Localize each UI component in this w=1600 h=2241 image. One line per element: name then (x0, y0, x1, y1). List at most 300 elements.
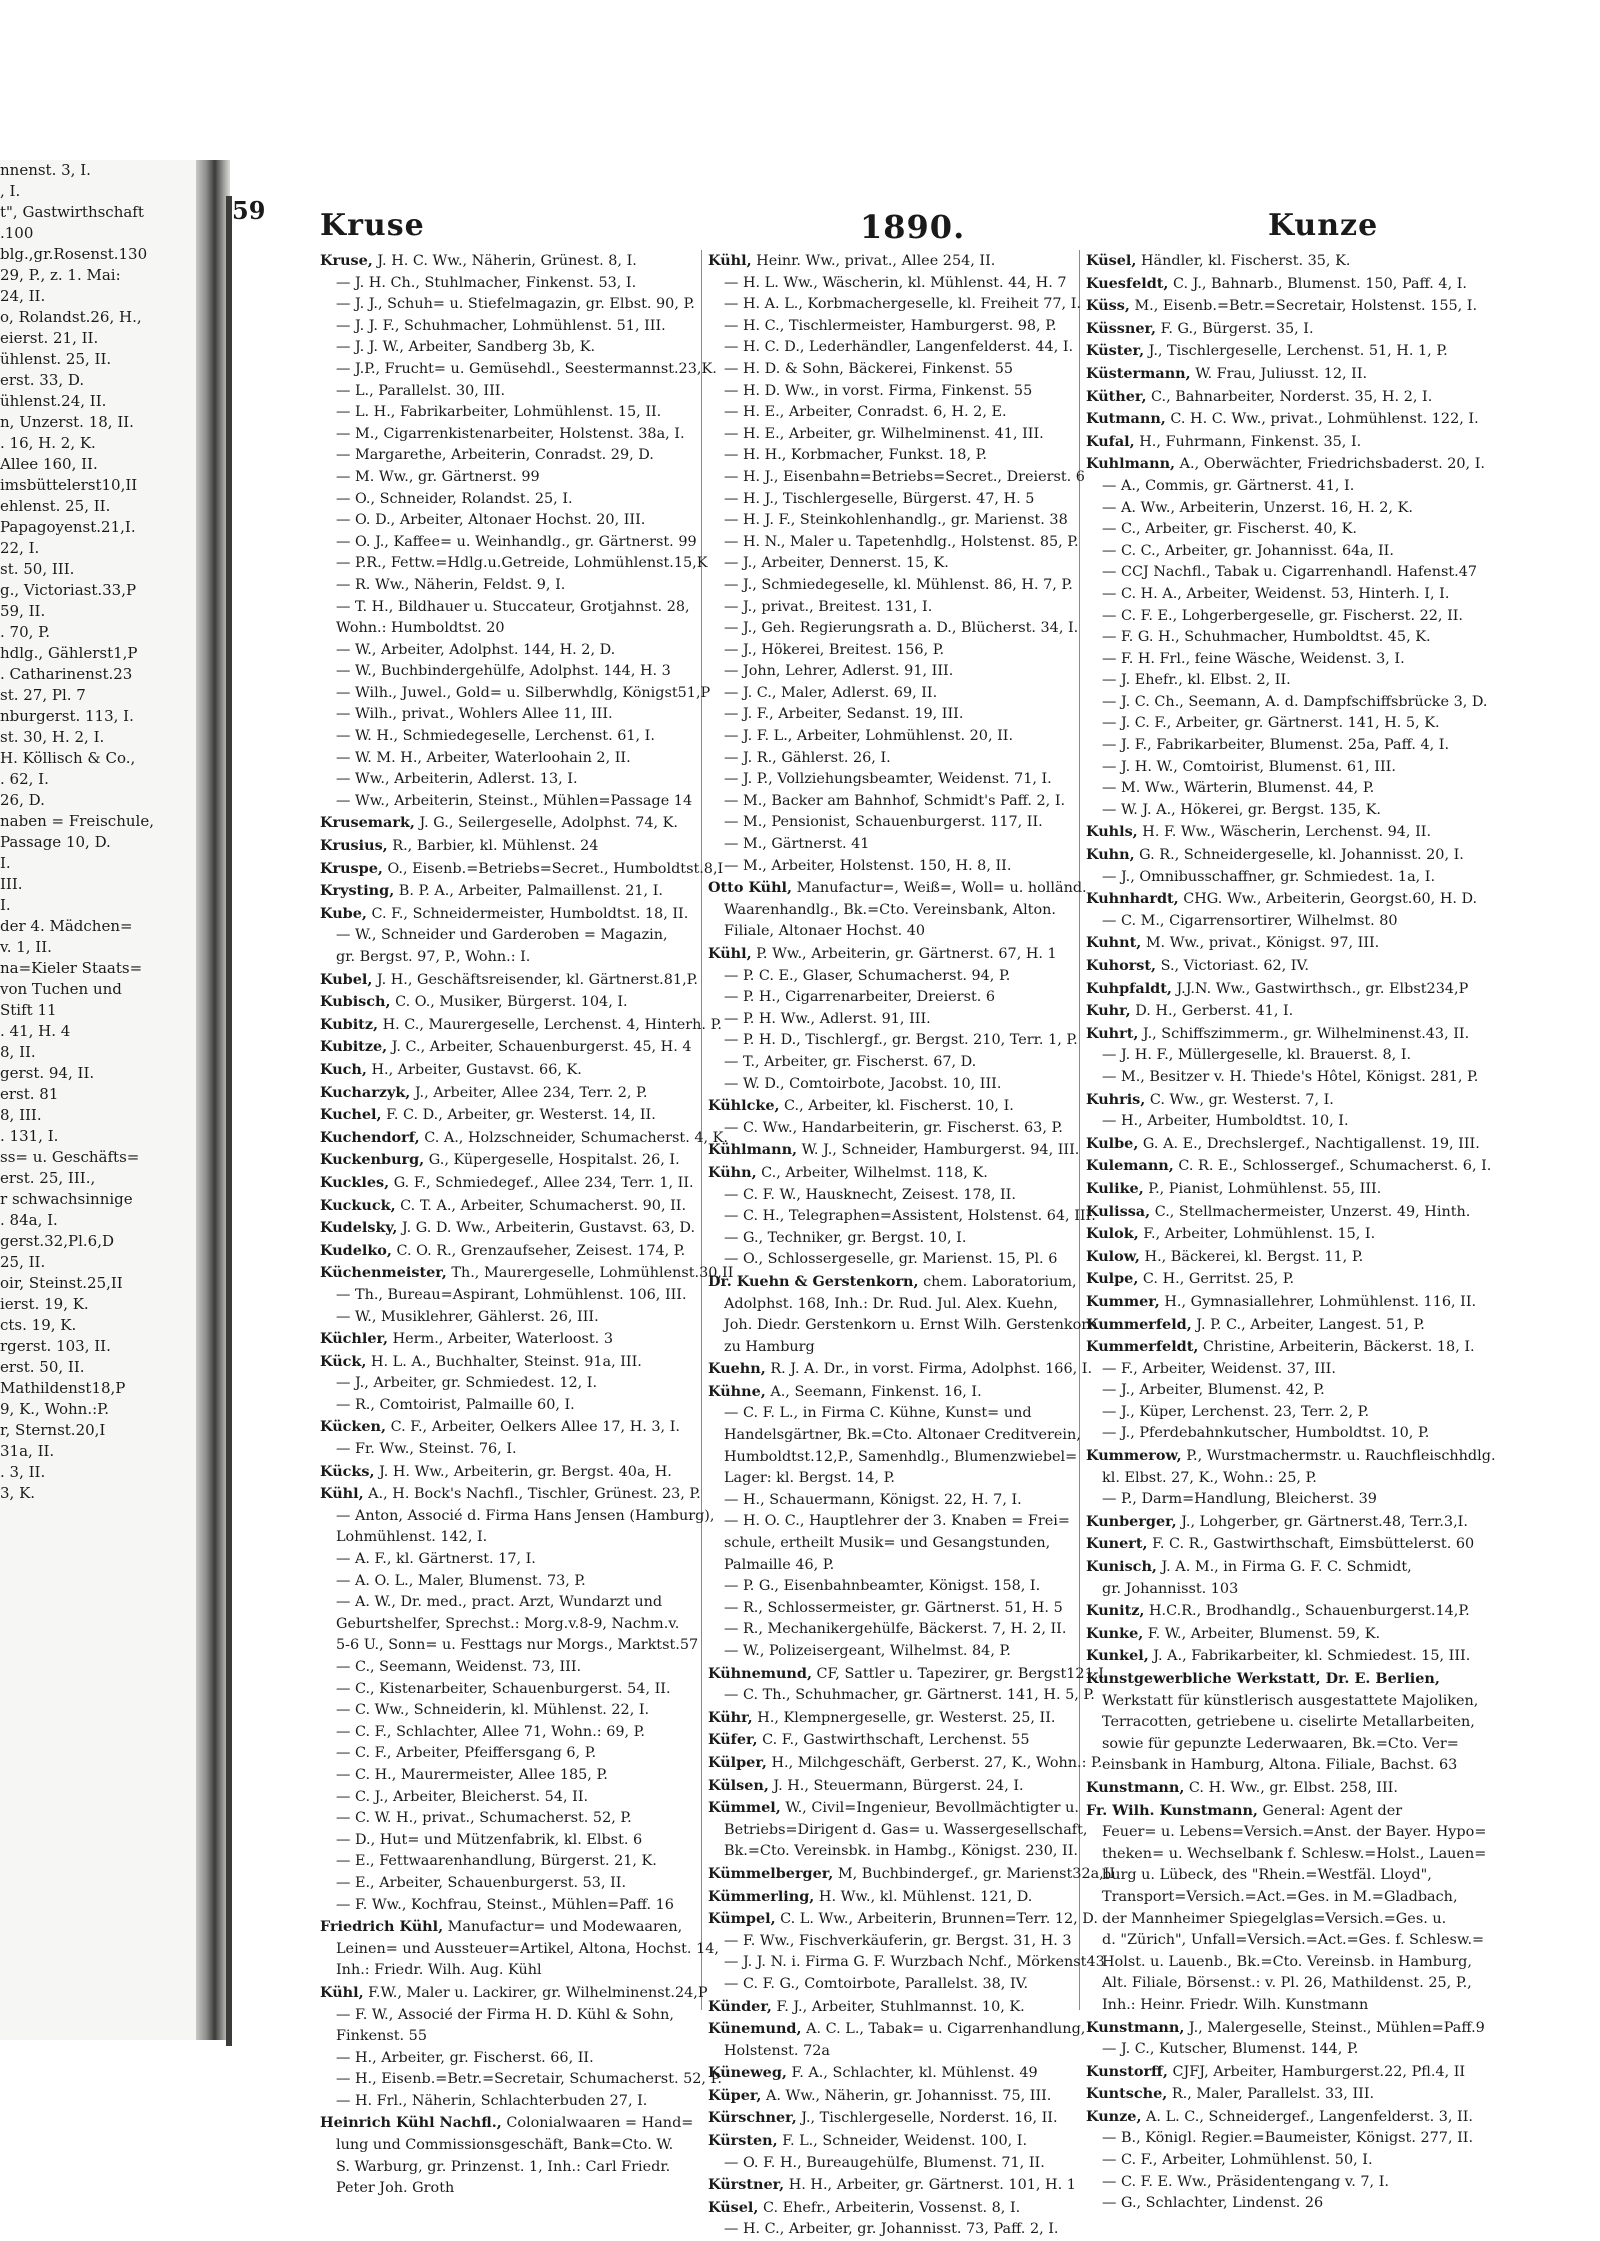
directory-entry (320, 726, 760, 748)
entry-details: Finkenst. 55 (336, 2028, 427, 2045)
directory-entry (708, 1641, 1138, 1663)
entry-details: — C. F. E., Lohgerbergeselle, gr. Fischerst. 22, II. (1102, 607, 1464, 624)
directory-entry (708, 294, 1138, 316)
directory-entry (320, 640, 760, 662)
entry-details: — H. E., Arbeiter, Conradst. 6, H. 2, E. (724, 404, 1007, 421)
directory-entry (1086, 1668, 1496, 1691)
directory-entry (1086, 1223, 1496, 1246)
directory-entry (320, 1395, 760, 1417)
entry-details: sowie für gepunzte Lederwaaren, Bk.=Cto. Ver= (1102, 1735, 1459, 1752)
entry-surname: Kubisch, (320, 993, 391, 1011)
left-page-line: st. 30, H. 2, I. (0, 728, 105, 746)
entry-surname: Kummerfeldt, (1086, 1338, 1199, 1356)
directory-entry (1086, 2017, 1496, 2040)
directory-entry (708, 1447, 1138, 1469)
entry-surname: Kruse, (320, 252, 373, 269)
entry-details: — F. H. Frl., feine Wäsche, Weidenst. 3, I. (1102, 650, 1405, 667)
entry-details: Feuer= u. Lebens=Versich.=Anst. der Bayer. Hypo= (1102, 1824, 1487, 1841)
directory-entry (1086, 1314, 1496, 1337)
left-page-line: ühlenst. 25, II. (0, 350, 112, 368)
entry-details: — W., Arbeiter, Adolphst. 144, H. 2, D. (336, 641, 616, 658)
entry-surname: Krusius, (320, 837, 388, 855)
entry-details: — A. F., kl. Gärtnerst. 17, I. (336, 1551, 536, 1568)
directory-entry (1086, 1556, 1496, 1579)
directory-entry (320, 337, 760, 359)
directory-entry (1086, 1844, 1496, 1866)
entry-details: F. G., Bürgerst. 35, I. (1156, 320, 1314, 337)
left-page-line: . Catharinenst.23 (0, 665, 133, 683)
entry-details: — H. A. L., Korbmachergeselle, kl. Freiheit 77, I. (724, 296, 1081, 313)
directory-entry (320, 1172, 760, 1195)
left-page-line: erst. 33, D. (0, 371, 85, 389)
entry-details: — J. J. F., Schuhmacher, Lohmühlenst. 51, III. (336, 317, 666, 334)
entry-details: J., Schiffszimmerm., gr. Wilhelminenst.43, II. (1138, 1025, 1470, 1042)
entry-details: — Anton, Associé d. Firma Hans Jensen (Hamburg), (336, 1507, 715, 1524)
directory-entry (708, 1908, 1138, 1931)
entry-details: — J. H. W., Comtoirist, Blumenst. 61, III. (1102, 758, 1396, 775)
directory-entry (1086, 1691, 1496, 1713)
directory-entry (320, 1483, 760, 1506)
directory-entry (320, 2112, 760, 2135)
directory-entry (708, 748, 1138, 770)
entry-details: — T. H., Bildhauer u. Stuccateur, Grotjahnst. 28, (336, 598, 690, 615)
entry-details: — P. G., Eisenbahnbeamter, Königst. 158, I. (724, 1578, 1041, 1595)
directory-entry (320, 1373, 760, 1395)
entry-details: — J. J. W., Arbeiter, Sandberg 3b, K. (336, 339, 596, 356)
entry-details: Alt. Filiale, Börsenst.: v. Pl. 26, Mathildenst. 25, P., (1102, 1975, 1472, 1992)
entry-surname: Kuhr, (1086, 1002, 1131, 1020)
entry-details: Christine, Arbeiterin, Bäckerst. 18, I. (1198, 1339, 1475, 1356)
entry-details: M, Buchbindergef., gr. Marienst32a,II (833, 1865, 1116, 1882)
directory-entry (1086, 670, 1496, 692)
entry-details: — R., Mechanikergehülfe, Bäckerst. 7, H. 2, II. (724, 1621, 1067, 1638)
entry-details: — A., Commis, gr. Gärtnerst. 41, I. (1102, 477, 1355, 494)
entry-surname: Kuhn, (1086, 846, 1135, 864)
directory-entry (320, 1149, 760, 1172)
entry-details: R., Maler, Parallelst. 33, III. (1167, 2086, 1375, 2103)
directory-entry (320, 2026, 760, 2048)
directory-entry (708, 445, 1138, 467)
left-page-line: hdlg., Gählerst1,P (0, 644, 138, 662)
directory-entry (1086, 408, 1496, 431)
entry-details: — J. F., Fabrikarbeiter, Blumenst. 25a, Paff. 4, I. (1102, 737, 1450, 754)
entry-details: — F. G. H., Schuhmacher, Humboldtst. 45, K. (1102, 629, 1431, 646)
directory-entry (320, 991, 760, 1014)
left-page-line: I. (0, 896, 11, 914)
entry-details: — Ww., Arbeiterin, Steinst., Mühlen=Passage 14 (336, 792, 693, 809)
directory-entry (320, 2048, 760, 2070)
entry-surname: Kuntsche, (1086, 2085, 1168, 2103)
entry-details: G. R., Schneidergeselle, kl. Johannisst. 20, I. (1134, 847, 1464, 864)
entry-details: Holst. u. Lauenb., Bk.=Cto. Vereinsb. in Hamburg, (1102, 1953, 1472, 1970)
entry-details: — J., Hökerei, Breitest. 156, P. (724, 641, 945, 658)
directory-entry (708, 1752, 1138, 1775)
left-page-line: 9, K., Wohn.:P. (0, 1400, 109, 1418)
entry-details: P. Ww., Arbeiterin, gr. Gärtnerst. 67, H. 1 (751, 946, 1057, 962)
entry-surname: Kube, (320, 904, 367, 922)
directory-entry (708, 1576, 1138, 1598)
directory-entry (1086, 1023, 1496, 1046)
directory-entry (320, 1679, 760, 1701)
entry-details: S. Warburg, gr. Prinzenst. 1, Inh.: Carl Friedr. (336, 2158, 671, 2175)
left-page-line: t", Gastwirthschaft (0, 203, 144, 221)
left-page-line: 8, III. (0, 1106, 42, 1124)
directory-entry (1086, 453, 1496, 476)
entry-details: — C. Th., Schuhmacher, gr. Gärtnerst. 141, H. 5, P. (724, 1687, 1095, 1704)
directory-entry (320, 1527, 760, 1549)
directory-entry (708, 1775, 1138, 1798)
directory-entry (320, 1506, 760, 1528)
entry-details: A. C. L., Tabak= u. Cigarrenhandlung, (801, 2021, 1086, 2038)
entry-surname: Kümmerling, (708, 1887, 815, 1905)
entry-details: Lager: kl. Bergst. 14, P. (724, 1470, 895, 1487)
directory-entry (320, 250, 760, 273)
left-page-line: H. Köllisch & Co., (0, 749, 136, 767)
directory-entry (708, 2174, 1138, 2197)
entry-details: — J. H. Ch., Stuhlmacher, Finkenst. 53, I. (336, 274, 637, 291)
directory-entry (708, 1974, 1138, 1996)
entry-details: R. J. A. Dr., in vorst. Firma, Adolphst. 166, I. (765, 1361, 1093, 1378)
entry-details: H., Gymnasiallehrer, Lohmühlenst. 116, II. (1159, 1293, 1477, 1310)
directory-entry (708, 618, 1138, 640)
directory-entry (708, 489, 1138, 511)
directory-entry (1086, 800, 1496, 822)
directory-entry (708, 921, 1138, 943)
directory-entry (1086, 735, 1496, 757)
entry-details: F. J., Arbeiter, Stuhlmannst. 10, K. (771, 1998, 1025, 2015)
entry-details: — A. Ww., Arbeiterin, Unzerst. 16, H. 2, K. (1102, 499, 1413, 516)
directory-entry (708, 2197, 1138, 2220)
entry-surname: Kufal, (1086, 432, 1135, 450)
directory-entry (708, 1271, 1138, 1294)
left-page-line: st. 27, Pl. 7 (0, 686, 86, 704)
entry-details: C., Arbeiter, kl. Fischerst. 10, I. (779, 1098, 1014, 1115)
directory-entry (1086, 2172, 1496, 2194)
entry-surname: Kunstorff, (1086, 2062, 1168, 2080)
entry-details: — O., Schneider, Rolandst. 25, I. (336, 490, 573, 507)
header-year: 1890. (860, 208, 966, 246)
directory-entry (708, 900, 1138, 922)
directory-entry (708, 1294, 1138, 1316)
directory-entry (1086, 1045, 1496, 1067)
entry-details: — L. H., Fabrikarbeiter, Lohmühlenst. 15, II. (336, 404, 662, 421)
directory-entry (320, 1059, 760, 1082)
entry-details: — J., Arbeiter, Dennerst. 15, K. (724, 555, 949, 572)
entry-surname: Kuhnhardt, (1086, 890, 1179, 908)
entry-details: H. Ww., kl. Mühlenst. 121, D. (814, 1888, 1033, 1905)
entry-surname: Kudelko, (320, 1241, 392, 1259)
left-page-line: der 4. Mädchen= (0, 917, 133, 935)
entry-surname: Kunstgewerbliche Werkstatt, Dr. E. Berlien, (1086, 1670, 1440, 1687)
entry-details: — C., Arbeiter, gr. Fischerst. 40, K. (1102, 521, 1357, 538)
directory-entry (1086, 821, 1496, 844)
left-page-line: . 41, H. 4 (0, 1022, 71, 1040)
left-page-line: r, Sternst.20,I (0, 1421, 106, 1439)
directory-entry (320, 880, 760, 903)
entry-details: — O. J., Kaffee= u. Weinhandlg., gr. Gärtnerst. 99 (336, 533, 697, 550)
directory-entry (1086, 1995, 1496, 2017)
directory-entry (320, 2091, 760, 2113)
directory-entry (1086, 2106, 1496, 2129)
directory-entry (708, 1820, 1138, 1842)
directory-entry (1086, 2061, 1496, 2084)
entry-surname: Kulbe, (1086, 1134, 1139, 1152)
directory-entry (708, 812, 1138, 834)
directory-entry (1086, 2039, 1496, 2061)
directory-entry (320, 1765, 760, 1787)
entry-details: J. A. M., in Firma G. F. C. Schmidt, (1156, 1559, 1412, 1576)
entry-details: — J. H. F., Müllergeselle, kl. Brauerst. 8, I. (1102, 1047, 1412, 1064)
left-page-line: 8, II. (0, 1043, 36, 1061)
entry-details: — R. Ww., Näherin, Feldst. 9, I. (336, 576, 566, 593)
entry-surname: Kummerfeld, (1086, 1315, 1192, 1333)
entry-details: — W., Schneider und Garderoben = Magazin, (336, 927, 668, 944)
directory-entry (708, 1490, 1138, 1512)
entry-details: d. "Zürich", Unfall=Versich.=Act.=Ges. f. Schlesw.= (1102, 1932, 1485, 1949)
directory-entry (320, 1104, 760, 1127)
directory-entry (320, 1195, 760, 1218)
entry-details: H. L. A., Buchhalter, Steinst. 91a, III. (366, 1353, 642, 1370)
directory-entry (708, 683, 1138, 705)
directory-entry (320, 1657, 760, 1679)
left-page-line: 25, II. (0, 1253, 46, 1271)
directory-entry (1086, 713, 1496, 735)
directory-entry (1086, 2083, 1496, 2106)
entry-details: — J. R., Gählerst. 26, I. (724, 749, 891, 766)
directory-entry (320, 925, 760, 947)
directory-entry (320, 316, 760, 338)
entry-details: — H. E., Arbeiter, gr. Wilhelminenst. 41, III. (724, 425, 1044, 442)
entry-details: — A. O. L., Maler, Blumenst. 73, P. (336, 1572, 586, 1589)
directory-entry (1086, 250, 1496, 273)
directory-entry (1086, 562, 1496, 584)
entry-surname: Kühlcke, (708, 1097, 780, 1115)
entry-details: — F. Ww., Fischverkäuferin, gr. Bergst. 31, H. 3 (724, 1932, 1072, 1949)
directory-entry (708, 1358, 1138, 1381)
directory-entry (320, 381, 760, 403)
entry-details: — P. C. E., Glaser, Schumacherst. 94, P. (724, 967, 1011, 984)
directory-entry (1086, 1865, 1496, 1887)
entry-details: CHG. Ww., Arbeiterin, Georgst.60, H. D. (1178, 891, 1478, 908)
entry-details: C. R. E., Schlossergef., Schumacherst. 6, I. (1173, 1158, 1492, 1175)
directory-entry (1086, 1930, 1496, 1952)
directory-entry (1086, 1645, 1496, 1668)
directory-entry (1086, 295, 1496, 318)
entry-details: — M., Backer am Bahnhof, Schmidt's Paff. 2, I. (724, 792, 1066, 809)
entry-details: — M. Ww., Wärterin, Blumenst. 44, P. (1102, 780, 1375, 797)
entry-details: — H. N., Maler u. Tapetenhdlg., Holstenst. 85, P. (724, 533, 1079, 550)
entry-details: — C. F. E. Ww., Präsidentengang v. 7, I. (1102, 2173, 1389, 2190)
directory-entry (708, 359, 1138, 381)
directory-entry (708, 1425, 1138, 1447)
entry-surname: Kulok, (1086, 1225, 1139, 1243)
directory-entry (708, 532, 1138, 554)
entry-details: J. H. Ww., Arbeiterin, gr. Bergst. 40a, H. (374, 1463, 672, 1480)
directory-entry (708, 316, 1138, 338)
entry-details: — C. H., Telegraphen=Assistent, Holstenst. 64, III. (724, 1208, 1096, 1225)
entry-details: H., Bäckerei, kl. Bergst. 11, P. (1139, 1248, 1364, 1265)
entry-details: — C. F., Schlachter, Allee 71, Wohn.: 69, P. (336, 1723, 645, 1740)
entry-details: Joh. Diedr. Gerstenkorn u. Ernst Wilh. Gerstenkorn (724, 1317, 1098, 1334)
directory-entry (1086, 1755, 1496, 1777)
left-page-line: ierst. 19, K. (0, 1295, 89, 1313)
entry-surname: Külsen, (708, 1776, 769, 1794)
directory-entry (320, 1036, 760, 1059)
entry-details: Peter Joh. Groth (336, 2180, 455, 2197)
directory-entry (708, 640, 1138, 662)
directory-entry (708, 1315, 1138, 1337)
entry-surname: Kuhris, (1086, 1090, 1146, 1108)
entry-details: — Wilh., Juwel., Gold= u. Silberwhdlg, Königst51,P (336, 684, 711, 701)
entry-surname: Kubel, (320, 970, 373, 988)
directory-entry (708, 1663, 1138, 1686)
entry-surname: Kuhlmann, (1086, 455, 1176, 473)
entry-details: 5-6 U., Sonn= u. Festtags nur Morgs., Marktst.57 (336, 1637, 699, 1654)
directory-entry (1086, 1178, 1496, 1201)
entry-details: — C. F. G., Comtoirbote, Parallelst. 38, IV. (724, 1975, 1029, 1992)
directory-entry (1086, 273, 1496, 296)
left-page-line: naben = Freischule, (0, 812, 154, 830)
entry-surname: Kuch, (320, 1060, 367, 1078)
directory-entry (708, 704, 1138, 726)
directory-entry (1086, 911, 1496, 933)
entry-details: — J. C. Ch., Seemann, A. d. Dampfschiffsbrücke 3, D. (1102, 693, 1488, 710)
left-page-line: . 16, H. 2, K. (0, 434, 96, 452)
directory-entry (708, 856, 1138, 878)
entry-surname: Kunstmann, (1086, 1778, 1185, 1796)
entry-details: M. Ww., privat., Königst. 97, III. (1141, 935, 1380, 952)
entry-details: F. C. D., Arbeiter, gr. Westerst. 14, II. (381, 1107, 656, 1124)
directory-entry (320, 704, 760, 726)
entry-details: Waarenhandlg., Bk.=Cto. Vereinsbank, Alton. (724, 901, 1056, 918)
entry-details: — G., Techniker, gr. Bergst. 10, I. (724, 1229, 967, 1246)
entry-details: G. A. E., Drechslergef., Nachtigallenst. 19, III. (1138, 1135, 1480, 1152)
entry-details: — H. O. C., Hauptlehrer der 3. Knaben = Frei= (724, 1513, 1070, 1530)
entry-surname: Kubitz, (320, 1015, 379, 1033)
entry-surname: Kunisch, (1086, 1558, 1157, 1576)
directory-entry (1086, 627, 1496, 649)
entry-surname: Kühl, (320, 1485, 364, 1503)
entry-details: C. F., Gastwirthschaft, Lerchenst. 55 (757, 1732, 1030, 1749)
entry-details: C. H., Gerritst. 25, P. (1138, 1271, 1295, 1288)
entry-details: A., H. Bock's Nachfl., Tischler, Grünest. 23, P. (363, 1486, 701, 1503)
entry-details: — J. F., Arbeiter, Sedanst. 19, III. (724, 706, 964, 723)
entry-details: Inh.: Friedr. Wilh. Aug. Kühl (336, 1962, 542, 1979)
entry-details: D. H., Gerberst. 41, I. (1130, 1003, 1294, 1020)
directory-entry (1086, 1336, 1496, 1359)
entry-details: A., Oberwächter, Friedrichsbaderst. 20, I. (1175, 456, 1485, 473)
entry-details: F.W., Maler u. Lackirer, gr. Wilhelminenst.24,P (363, 1984, 708, 2001)
entry-details: Geburtshelfer, Sprechst.: Morg.v.8-9, Nachm.v. (336, 1615, 680, 1632)
directory-entry (320, 1439, 760, 1461)
left-page-line: . 62, I. (0, 770, 49, 788)
directory-entry (320, 1240, 760, 1263)
entry-details: Humboldtst.12,P., Samenhdlg., Blumenzwiebel= (724, 1448, 1078, 1465)
directory-entry (320, 1787, 760, 1809)
entry-surname: Kucharzyk, (320, 1083, 411, 1101)
entry-surname: Kürsten, (708, 2132, 778, 2150)
directory-entry (320, 510, 760, 532)
entry-details: Filiale, Altonaer Hochst. 40 (724, 923, 926, 940)
page-number: 59 (232, 196, 266, 225)
entry-details: — C., Seemann, Weidenst. 73, III. (336, 1659, 582, 1675)
left-page-line: blg.,gr.Rosenst.130 (0, 245, 148, 263)
directory-entry (320, 1416, 760, 1439)
entry-surname: Kümpel, (708, 1910, 776, 1928)
directory-entry (1086, 844, 1496, 867)
directory-entry (708, 1139, 1138, 1162)
directory-entry (320, 402, 760, 424)
directory-entry (320, 969, 760, 992)
directory-entry (320, 903, 760, 926)
directory-entry (708, 877, 1138, 900)
entry-surname: Krysting, (320, 882, 395, 900)
directory-entry (1086, 1734, 1496, 1756)
directory-entry (1086, 1600, 1496, 1623)
entry-surname: Kunitz, (1086, 1602, 1145, 1620)
entry-surname: Kücks, (320, 1462, 375, 1480)
entry-details: — C. W. H., privat., Schumacherst. 52, P. (336, 1810, 632, 1827)
entry-surname: Kulpe, (1086, 1270, 1139, 1288)
entry-details: G. F., Schmiedegef., Allee 234, Terr. 1, II. (389, 1174, 694, 1191)
entry-details: der Mannheimer Spiegelglas=Versich.=Ges. u. (1102, 1910, 1447, 1927)
entry-details: J. G., Seilergeselle, Adolphst. 74, K. (414, 815, 678, 832)
entry-details: A., Seemann, Finkenst. 16, I. (765, 1383, 982, 1400)
directory-entry (708, 2085, 1138, 2108)
entry-details: theken= u. Wechselbank f. Schlesw.=Holst., Lauen= (1102, 1845, 1487, 1862)
directory-entry (1086, 363, 1496, 386)
entry-surname: Kümmelberger, (708, 1864, 834, 1882)
entry-details: Adolphst. 168, Inh.: Dr. Rud. Jul. Alex. Kuehn, (724, 1295, 1058, 1312)
directory-entry (708, 834, 1138, 856)
entry-surname: Friedrich Kühl, (320, 1918, 444, 1936)
entry-surname: Kuehn, (708, 1360, 766, 1378)
directory-entry (1086, 1423, 1496, 1445)
entry-details: C. F., Arbeiter, Oelkers Allee 17, H. 3, I. (386, 1419, 680, 1436)
directory-entry (708, 1337, 1138, 1359)
entry-details: Colonialwaaren = Hand= (501, 2115, 694, 2132)
left-page-line: .100 (0, 224, 34, 242)
entry-details: — O. D., Arbeiter, Altonaer Hochst. 20, III. (336, 512, 646, 529)
directory-entry (708, 1952, 1138, 1974)
entry-details: Th., Maurergeselle, Lohmühlenst.30,II (446, 1265, 734, 1282)
entry-details: — J. P., Vollziehungsbeamter, Weidenst. 71, I. (724, 771, 1052, 788)
directory-entry (708, 1729, 1138, 1752)
directory-entry (320, 858, 760, 881)
directory-entry (1086, 978, 1496, 1001)
directory-entry (708, 337, 1138, 359)
left-page-line: ss= u. Geschäfts= (0, 1148, 140, 1166)
directory-entry (320, 1700, 760, 1722)
directory-entry (1086, 1445, 1496, 1468)
directory-entry (1086, 1822, 1496, 1844)
directory-entry (708, 553, 1138, 575)
entry-details: J., Malergeselle, Steinst., Mühlen=Paff.9 (1184, 2019, 1485, 2036)
directory-entry (320, 1743, 760, 1765)
directory-entry (1086, 1952, 1496, 1974)
directory-entry (708, 1381, 1138, 1404)
directory-entry (320, 1939, 760, 1961)
entry-details: — T., Arbeiter, gr. Fischerst. 67, D. (724, 1053, 977, 1070)
left-page-line: 24, II. (0, 287, 46, 305)
entry-details: — G., Schlachter, Lindenst. 26 (1102, 2195, 1324, 2212)
entry-details: — W. J. A., Hökerei, gr. Bergst. 135, K. (1102, 801, 1381, 818)
column-3 (1086, 250, 1496, 2212)
entry-details: — C. M., Cigarrensortirer, Wilhelmst. 80 (1102, 912, 1398, 929)
entry-surname: Kutmann, (1086, 410, 1166, 428)
directory-entry (320, 1217, 760, 1240)
entry-details: burg u. Lübeck, des "Rhein.=Westfäl. Lloyd", (1102, 1867, 1432, 1884)
